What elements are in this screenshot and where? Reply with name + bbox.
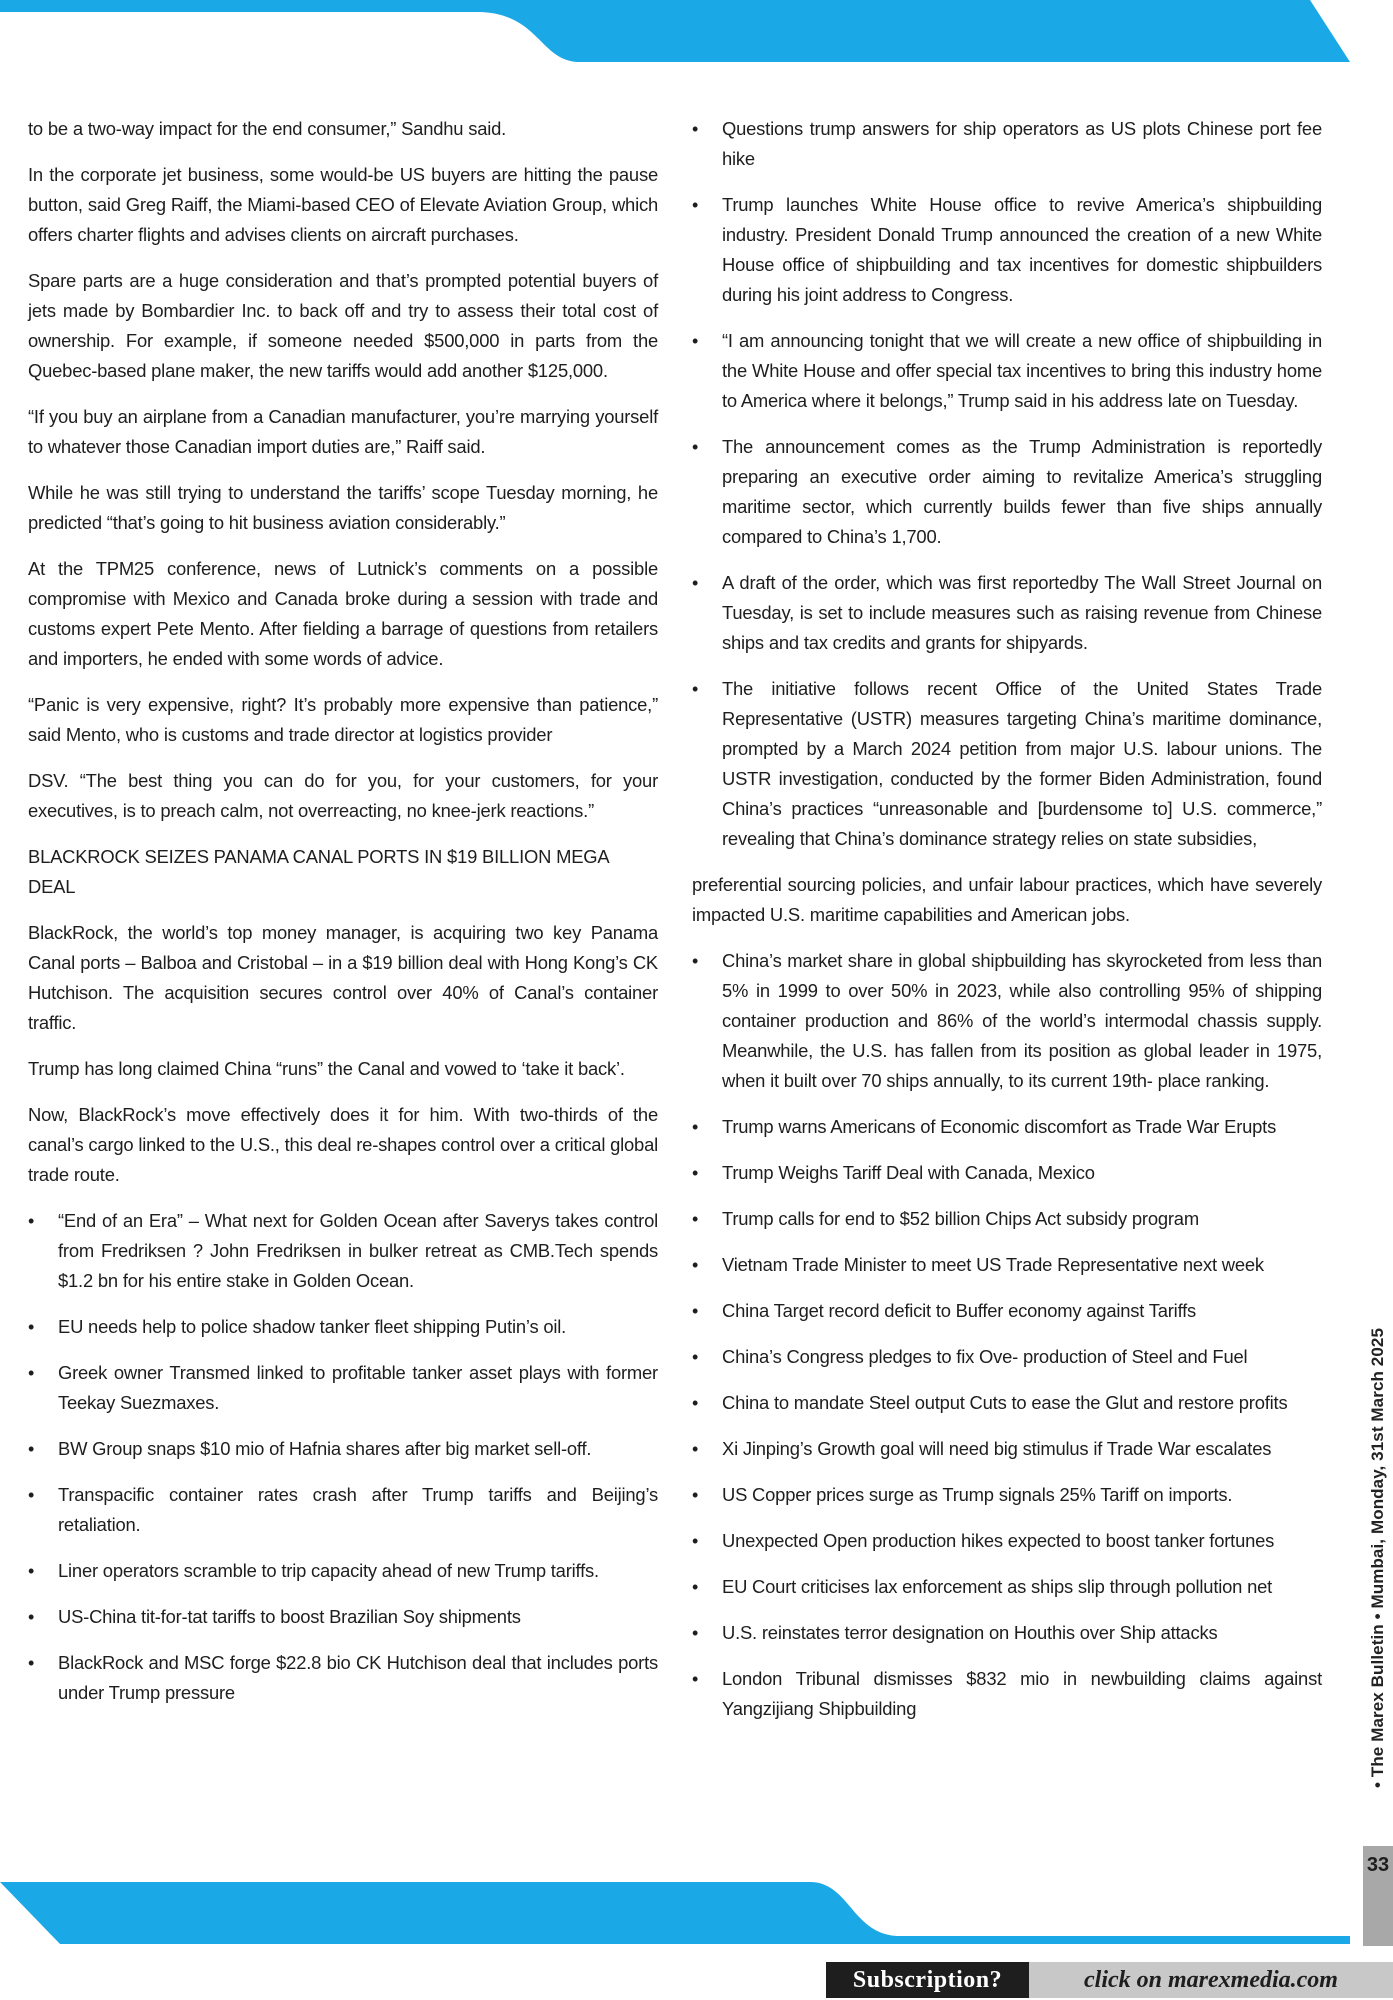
bullet-item: • BlackRock and MSC forge $22.8 bio CK Hutchison deal that includes ports under Trump pressure <box>28 1648 658 1708</box>
paragraph: While he was still trying to understand the tariffs’ scope Tuesday morning, he predicted “that’s going to hit business aviation considerably.” <box>28 482 658 533</box>
bullet-item: • Trump calls for end to $52 billion Chips Act subsidy program <box>692 1204 1322 1234</box>
bullet-item: • US-China tit-for-tat tariffs to boost Brazilian Soy shipments <box>28 1602 658 1632</box>
subscription-button[interactable]: Subscription? <box>826 1962 1029 1998</box>
bullet-item: • US Copper prices surge as Trump signals 25% Tariff on imports. <box>692 1480 1322 1510</box>
side-label-strip <box>1363 1280 1393 1836</box>
top-wave-banner <box>0 0 1393 70</box>
bullet-item: • EU needs help to police shadow tanker fleet shipping Putin’s oil. <box>28 1312 658 1342</box>
bullet-item: • Greek owner Transmed linked to profitable tanker asset plays with former Teekay Suezmaxes. <box>28 1358 658 1418</box>
news-bullet-list <box>28 1206 658 1708</box>
paragraph: Now, BlackRock’s move effectively does it for him. With two-thirds of the canal’s cargo linked to the U.S., this deal re-shapes control over a critical global trade route. <box>28 1104 658 1185</box>
news-bullet-list <box>692 114 1322 854</box>
paragraph: In the corporate jet business, some would-be US buyers are hitting the pause button, said Greg Raiff, the Miami-based CEO of Elevate Aviation Group, which offers charter flights and advises clients on aircraft purchases. <box>28 164 658 245</box>
bullet-item: • A draft of the order, which was first reportedby The Wall Street Journal on Tuesday, is set to include measures such as raising revenue from Chinese ships and tax credits and grants for shipyards. <box>692 568 1322 658</box>
bullet-item: • Trump Weighs Tariff Deal with Canada, Mexico <box>692 1158 1322 1188</box>
bullet-item: • U.S. reinstates terror designation on Houthis over Ship attacks <box>692 1618 1322 1648</box>
bullet-item: • The announcement comes as the Trump Administration is reportedly preparing an executive order aiming to revitalize America’s struggling maritime sector, which currently builds fewer than five ships annually compared to China’s 1,700. <box>692 432 1322 552</box>
bullet-item: • Liner operators scramble to trip capacity ahead of new Trump tariffs. <box>28 1556 658 1586</box>
paragraph: preferential sourcing policies, and unfair labour practices, which have severely impacted U.S. maritime capabilities and American jobs. <box>692 874 1322 925</box>
bullet-item: • The initiative follows recent Office of the United States Trade Representative (USTR) measures targeting China’s maritime dominance, prompted by a March 2024 petition from major U.S. labour unions. The USTR investigation, conducted by the former Biden Administration, found China’s practices “unreasonable and [burdensome to] U.S. commerce,” revealing that China’s dominance strategy relies on state subsidies, <box>692 674 1322 854</box>
paragraph: Spare parts are a huge consideration and that’s prompted potential buyers of jets made by Bombardier Inc. to back off and try to assess their total cost of ownership. For example, if someone needed $500,000 in parts from the Quebec-based plane maker, the new tariffs would add another $125,000. <box>28 270 658 381</box>
right-column <box>692 114 1322 1740</box>
bullet-item: • EU Court criticises lax enforcement as ships slip through pollution net <box>692 1572 1322 1602</box>
section-heading: BLACKROCK SEIZES PANAMA CANAL PORTS IN $19 BILLION MEGA DEAL <box>28 846 609 897</box>
bullet-item: • “I am announcing tonight that we will create a new office of shipbuilding in the White House and offer special tax incentives to bring this industry home to America where it belongs,” Trump said in his address late on Tuesday. <box>692 326 1322 416</box>
paragraph: “Panic is very expensive, right? It’s probably more expensive than patience,” said Mento, who is customs and trade director at logistics provider <box>28 694 658 745</box>
bullet-item: • Xi Jinping’s Growth goal will need big stimulus if Trade War escalates <box>692 1434 1322 1464</box>
paragraph: to be a two-way impact for the end consumer,” Sandhu said. <box>28 118 507 139</box>
paragraph: DSV. “The best thing you can do for you, for your customers, for your executives, is to preach calm, not overreacting, no knee-jerk reactions.” <box>28 770 658 821</box>
paragraph: Trump has long claimed China “runs” the Canal and vowed to ‘take it back’. <box>28 1058 625 1079</box>
bullet-item: • Transpacific container rates crash after Trump tariffs and Beijing’s retaliation. <box>28 1480 658 1540</box>
bullet-item: • “End of an Era” – What next for Golden Ocean after Saverys takes control from Fredriksen ? John Fredriksen in bulker retreat as CMB.Tech spends $1.2 bn for his entire stake in Golden Ocean. <box>28 1206 658 1296</box>
marexmedia-link[interactable]: click on marexmedia.com <box>1029 1962 1393 1998</box>
page-number-box <box>1363 1846 1393 1946</box>
bottom-wave-banner <box>0 1878 1393 1948</box>
paragraph: “If you buy an airplane from a Canadian manufacturer, you’re marrying yourself to whatever those Canadian import duties are,” Raiff said. <box>28 406 658 457</box>
bullet-item: • London Tribunal dismisses $832 mio in newbuilding claims against Yangzijiang Shipbuilding <box>692 1664 1322 1724</box>
bullet-item: • China to mandate Steel output Cuts to ease the Glut and restore profits <box>692 1388 1322 1418</box>
bullet-item: • BW Group snaps $10 mio of Hafnia shares after big market sell-off. <box>28 1434 658 1464</box>
bullet-item: • Trump warns Americans of Economic discomfort as Trade War Erupts <box>692 1112 1322 1142</box>
subscription-bar <box>826 1962 1393 1998</box>
bullet-item: • China’s Congress pledges to fix Ove- production of Steel and Fuel <box>692 1342 1322 1372</box>
bullet-item: • Questions trump answers for ship operators as US plots Chinese port fee hike <box>692 114 1322 174</box>
publication-date-label: • The Marex Bulletin • Mumbai, Monday, 31st March 2025 <box>1368 1327 1387 1789</box>
news-bullet-list <box>692 946 1322 1724</box>
paragraph: At the TPM25 conference, news of Lutnick’s comments on a possible compromise with Mexico and Canada broke during a session with trade and customs expert Pete Mento. After fielding a barrage of questions from retailers and importers, he ended with some words of advice. <box>28 558 658 669</box>
paragraph: BlackRock, the world’s top money manager, is acquiring two key Panama Canal ports – Balboa and Cristobal – in a $19 billion deal with Hong Kong’s CK Hutchison. The acquisition secures control over 40% of Canal’s container traffic. <box>28 922 658 1033</box>
left-column <box>28 114 658 1724</box>
bullet-item: • Vietnam Trade Minister to meet US Trade Representative next week <box>692 1250 1322 1280</box>
bullet-item: • Unexpected Open production hikes expected to boost tanker fortunes <box>692 1526 1322 1556</box>
page-number: 33 <box>1366 1854 1390 1876</box>
bullet-item: • Trump launches White House office to revive America’s shipbuilding industry. President Donald Trump announced the creation of a new White House office of shipbuilding and tax incentives for domestic shipbuilders during his joint address to Congress. <box>692 190 1322 310</box>
bullet-item: • China Target record deficit to Buffer economy against Tariffs <box>692 1296 1322 1326</box>
bullet-item: • China’s market share in global shipbuilding has skyrocketed from less than 5% in 1999 to over 50% in 2023, while also controlling 95% of shipping container production and 86% of the world’s intermodal chassis supply. Meanwhile, the U.S. has fallen from its position as global leader in 1975, when it built over 70 ships annually, to its current 19th- place ranking. <box>692 946 1322 1096</box>
